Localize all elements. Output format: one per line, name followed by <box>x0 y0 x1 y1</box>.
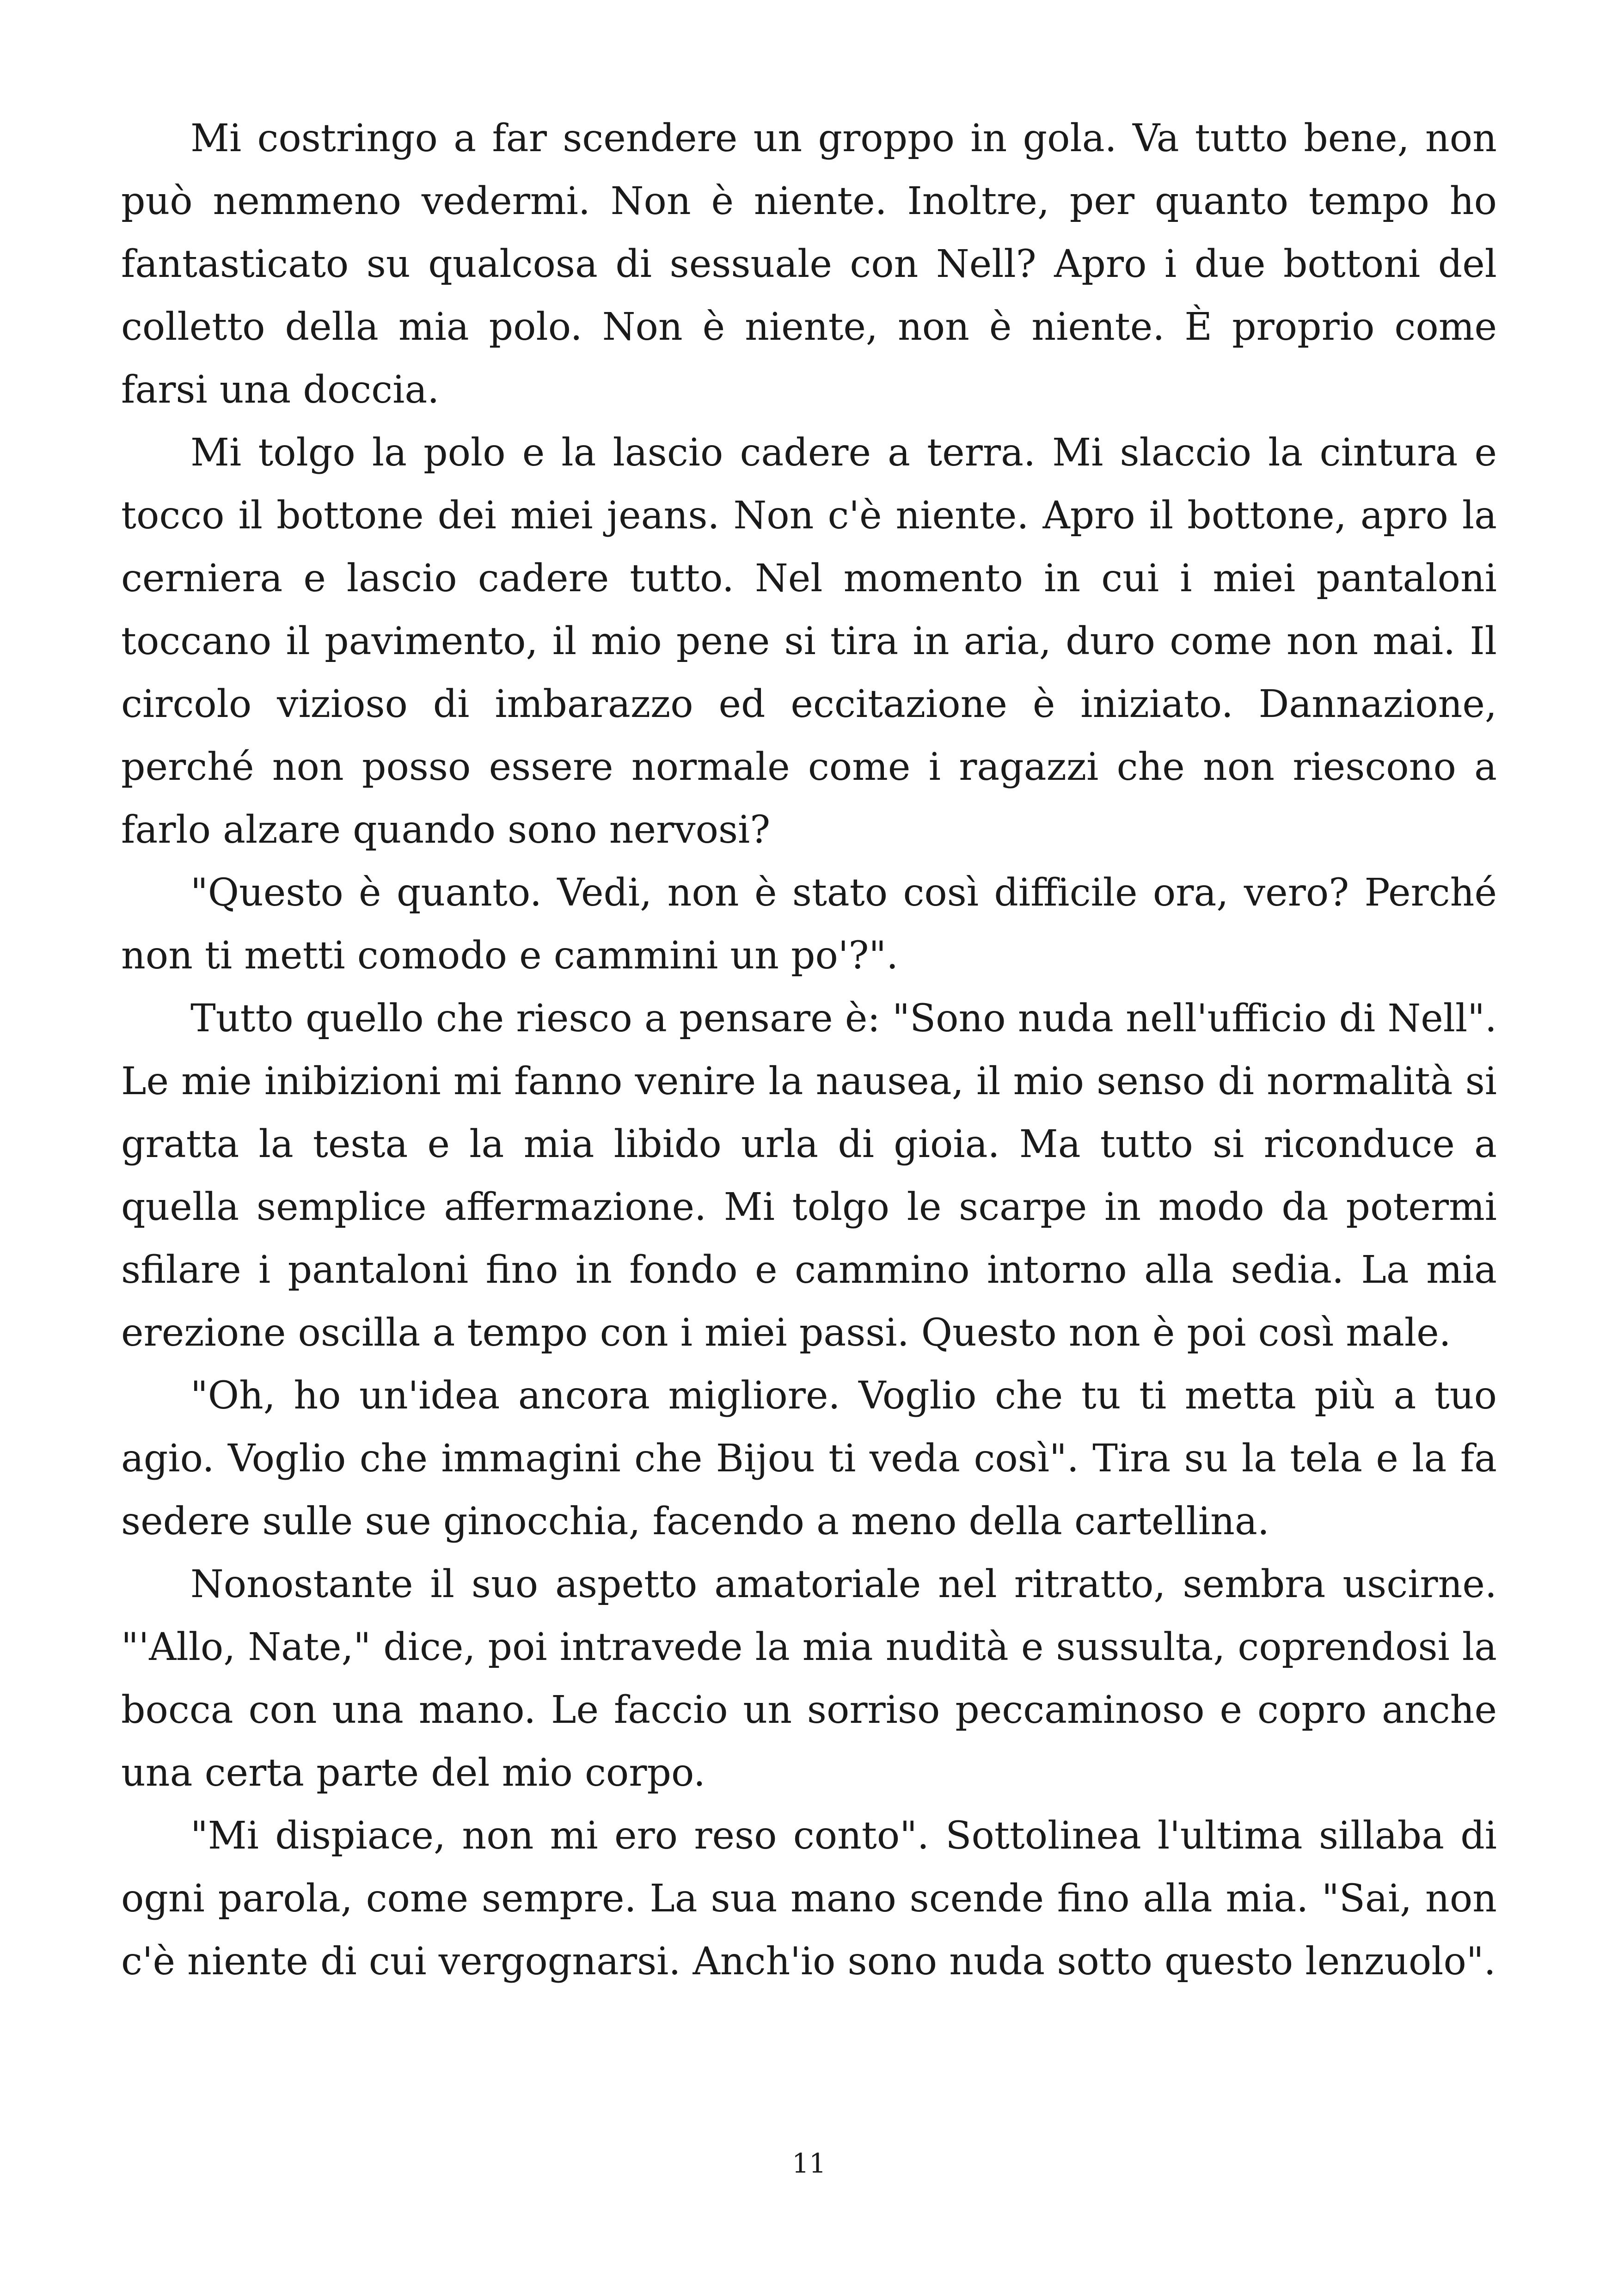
paragraph-7: "Mi dispiace, non mi ero reso conto". Sottolinea l'ultima sillaba di ogni parola, come sempre. La sua mano scende fino alla mia. "Sai, non c'è niente di cui vergognarsi. Anch'io sono nuda sotto questo lenzuolo". <box>121 1814 1497 1984</box>
page-number: 11 <box>792 2148 826 2179</box>
paragraph-5: "Oh, ho un'idea ancora migliore. Voglio che tu ti metta più a tuo agio. Voglio che immagini che Bijou ti veda così". Tira su la tela e la fa sedere sulle sue ginocchia, facendo a meno della cartellina. <box>121 1374 1497 1543</box>
body-text <box>121 107 1497 1993</box>
paragraph-1: Mi costringo a far scendere un groppo in gola. Va tutto bene, non può nemmeno vedermi. Non è niente. Inoltre, per quanto tempo ho fantasticato su qualcosa di sessuale con Nell? Apro i due bottoni del colletto della mia polo. Non è niente, non è niente. È proprio come farsi una doccia. <box>121 116 1497 412</box>
paragraph-3: "Questo è quanto. Vedi, non è stato così difficile ora, vero? Perché non ti metti comodo e cammini un po'?". <box>121 871 1497 978</box>
paragraph-4: Tutto quello che riesco a pensare è: "Sono nuda nell'ufficio di Nell". Le mie inibizioni mi fanno venire la nausea, il mio senso di normalità si gratta la testa e la mia libido urla di gioia. Ma tutto si riconduce a quella semplice affermazione. Mi tolgo le scarpe in modo da potermi sfilare i pantaloni fino in fondo e cammino intorno alla sedia. La mia erezione oscilla a tempo con i miei passi. Questo non è poi così male. <box>121 997 1497 1355</box>
paragraph-2: Mi tolgo la polo e la lascio cadere a terra. Mi slaccio la cintura e tocco il bottone dei miei jeans. Non c'è niente. Apro il bottone, apro la cerniera e lascio cadere tutto. Nel momento in cui i miei pantaloni toccano il pavimento, il mio pene si tira in aria, duro come non mai. Il circolo vizioso di imbarazzo ed eccitazione è iniziato. Dannazione, perché non posso essere normale come i ragazzi che non riescono a farlo alzare quando sono nervosi? <box>121 431 1497 852</box>
paragraph-6: Nonostante il suo aspetto amatoriale nel ritratto, sembra uscirne. "'Allo, Nate," dice, poi intravede la mia nudità e sussulta, coprendosi la bocca con una mano. Le faccio un sorriso peccaminoso e copro anche una certa parte del mio corpo. <box>121 1562 1497 1795</box>
